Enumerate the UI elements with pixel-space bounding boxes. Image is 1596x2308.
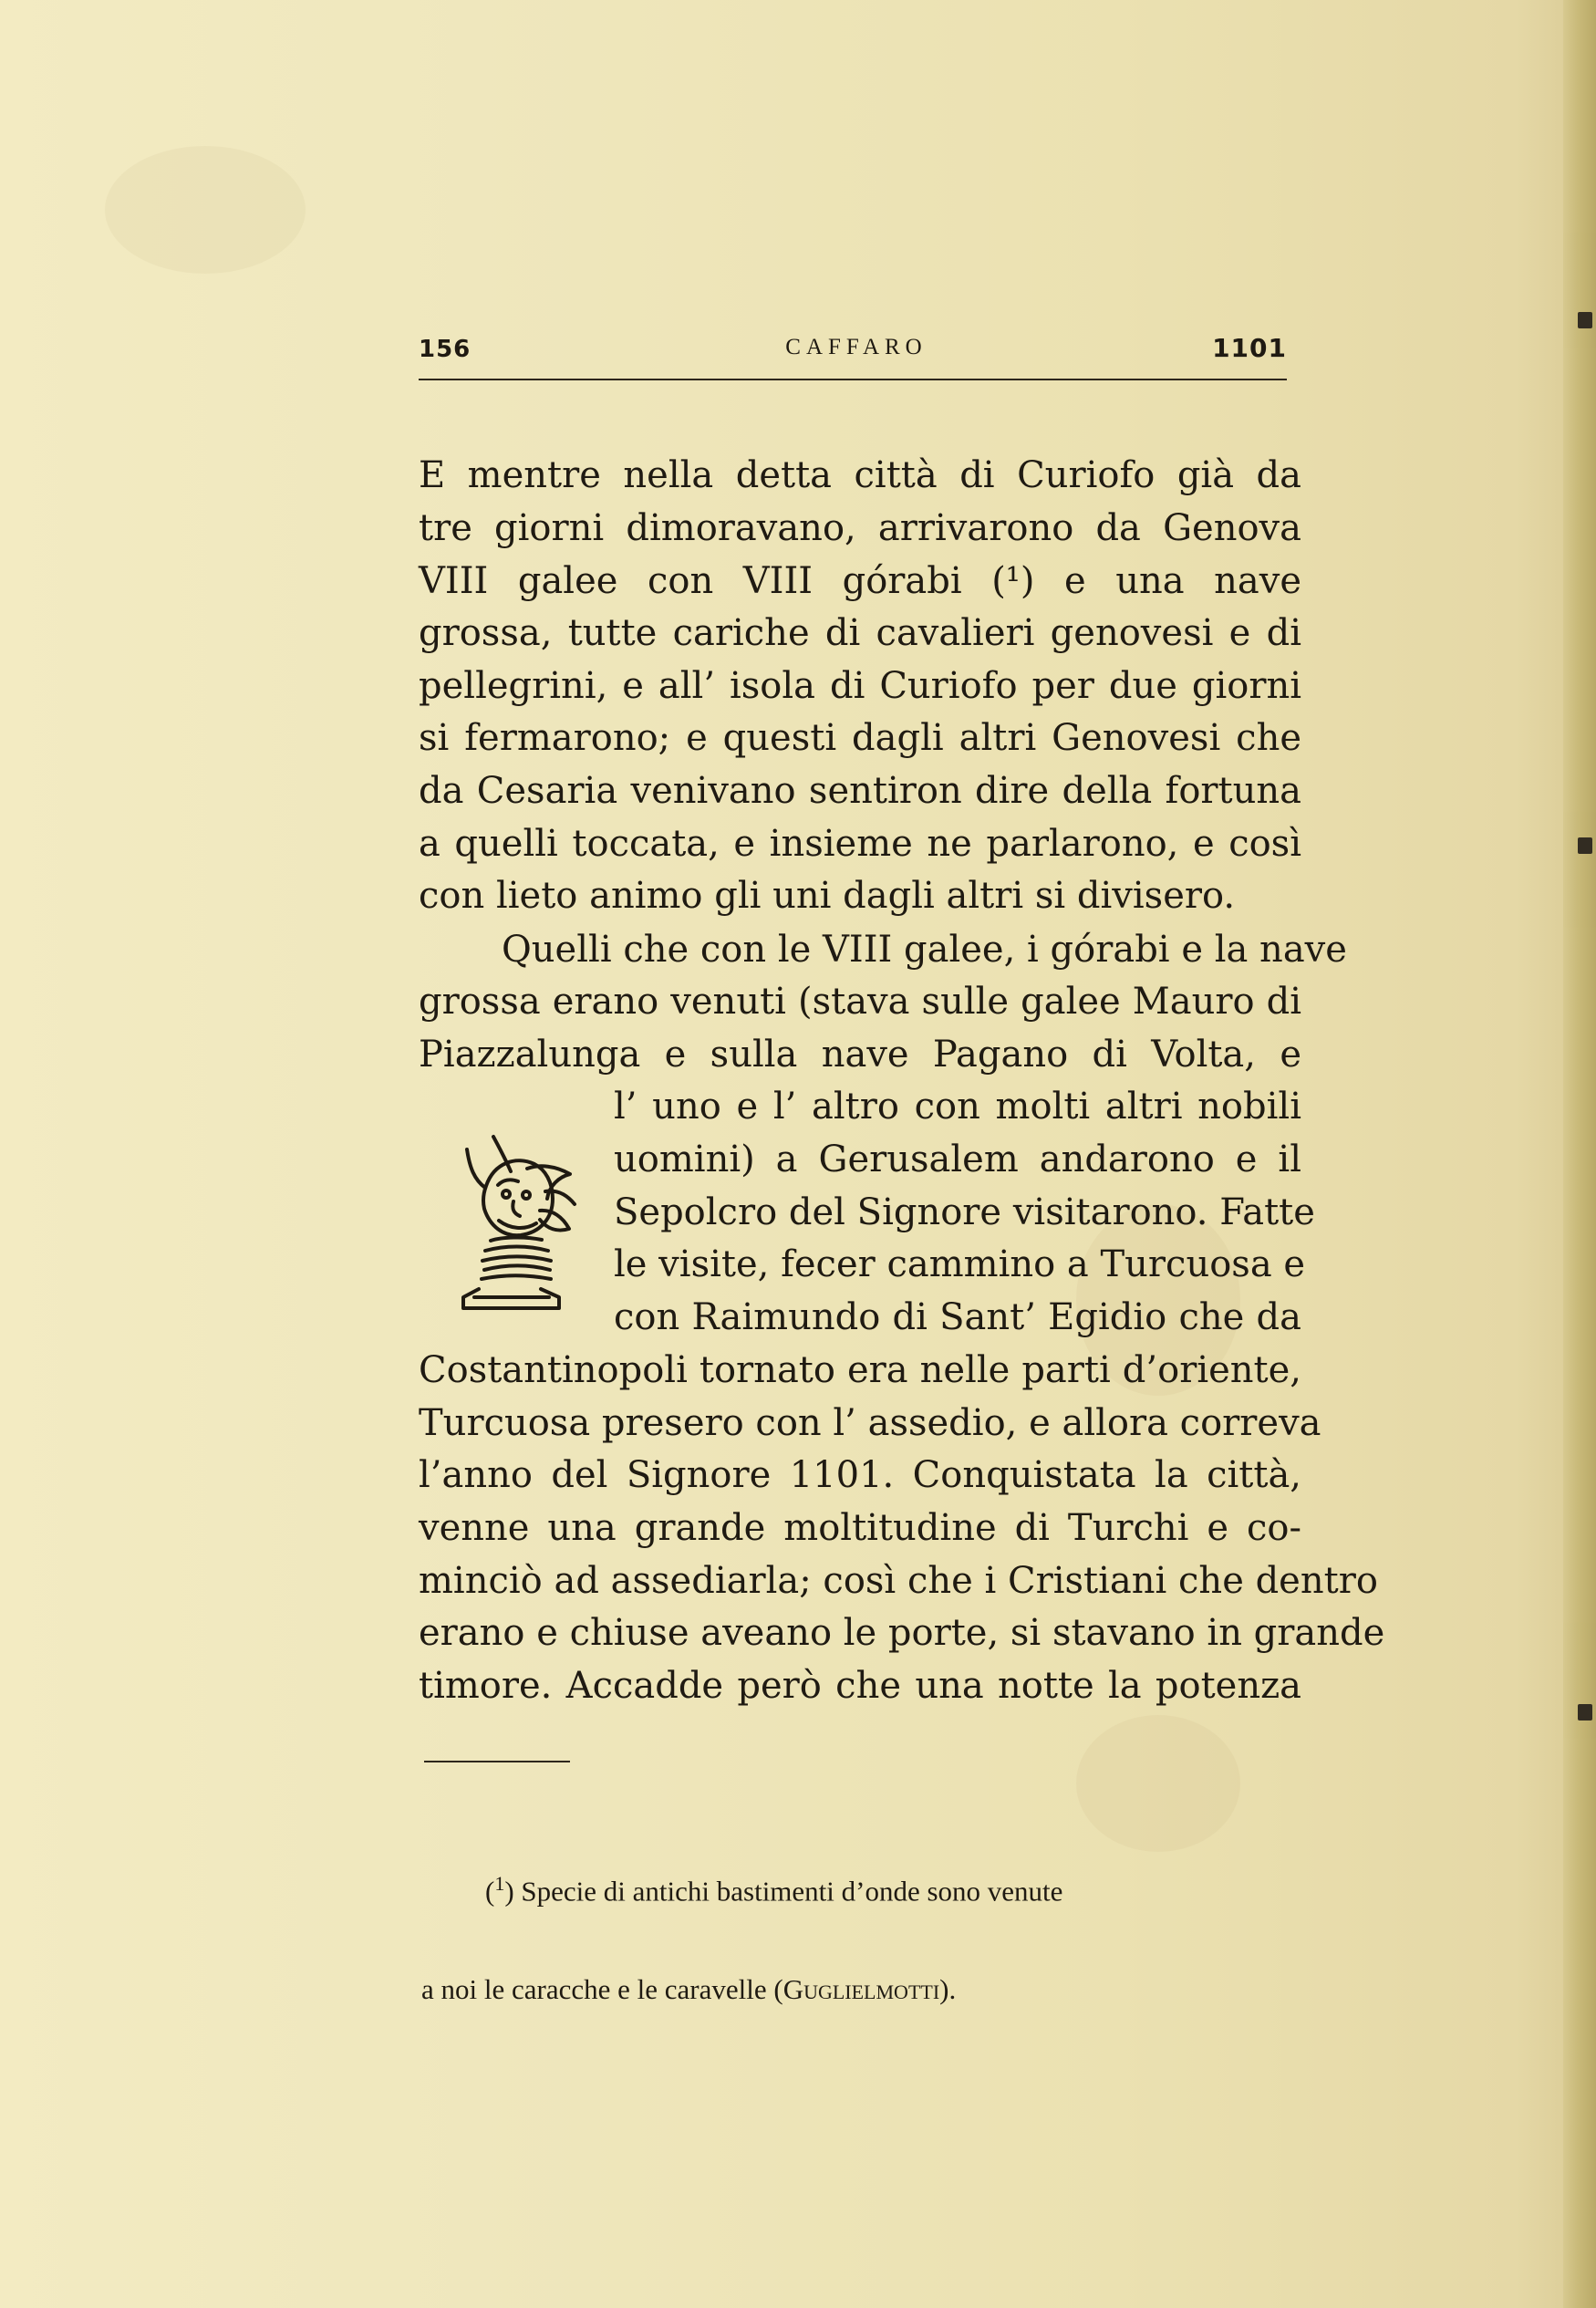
footnote-line bbox=[421, 1973, 1301, 2006]
edge-tab bbox=[1578, 312, 1592, 328]
body-line: timore. Accadde però che una notte la potenza bbox=[419, 1665, 1301, 1707]
page-number: 156 bbox=[419, 336, 472, 363]
paper-stain bbox=[105, 146, 306, 274]
body-line: grossa erano venuti (stava sulle galee Mauro di bbox=[419, 981, 1301, 1023]
body-line: minciò ad assediarla; così che i Cristiani che dentro bbox=[419, 1560, 1378, 1602]
body-line: pellegrini, e all’ isola di Curiofo per due giorni bbox=[419, 665, 1301, 707]
body-line: l’ uno e l’ altro con molti altri nobili bbox=[614, 1086, 1301, 1128]
body-line: Sepolcro del Signore visitarono. Fatte bbox=[614, 1191, 1315, 1233]
body-line: venne una grande moltitudine di Turchi e co- bbox=[419, 1507, 1301, 1549]
body-line: VIII galee con VIII górabi (¹) e una nave bbox=[419, 560, 1301, 602]
footnote-marker: 1 bbox=[494, 1872, 505, 1895]
footnote-text: Specie di antichi bastimenti d’onde sono venute bbox=[521, 1875, 1063, 1908]
footnote-citation: Guglielmotti bbox=[782, 1973, 940, 2006]
grotesque-head-icon bbox=[463, 1137, 575, 1308]
body-line: grossa, tutte cariche di cavalieri genovesi e di bbox=[419, 612, 1301, 654]
year-label: 1101 bbox=[1212, 333, 1287, 363]
footnote-line: ($^1$) Specie di antichi bastimenti d’onde sono venute bbox=[485, 1872, 1063, 1908]
body-line: Costantinopoli tornato era nelle parti d’oriente, bbox=[419, 1349, 1301, 1391]
body-line: si fermarono; e questi dagli altri Genovesi che bbox=[419, 717, 1301, 759]
footnote bbox=[421, 1802, 1301, 2072]
edge-tab bbox=[1578, 837, 1592, 854]
body-line: da Cesaria venivano sentiron dire della fortuna bbox=[419, 770, 1301, 812]
footnote-text: a noi le caracche e le caravelle ( bbox=[421, 1973, 783, 2006]
page-edge bbox=[1563, 0, 1596, 2308]
body-line: con lieto animo gli uni dagli altri si divisero. bbox=[419, 875, 1236, 917]
body-line: Quelli che con le VIII galee, i górabi e la nave bbox=[502, 929, 1347, 971]
page-header bbox=[419, 333, 1287, 377]
body-line: Piazzalunga e sulla nave Pagano di Volta, e bbox=[419, 1034, 1301, 1076]
edge-tab bbox=[1578, 1704, 1592, 1721]
body-line: Turcuosa presero con l’ assedio, e allora correva bbox=[419, 1402, 1321, 1444]
body-line: erano e chiuse aveano le porte, si stavano in grande bbox=[419, 1612, 1385, 1654]
body-line: tre giorni dimoravano, arrivarono da Genova bbox=[419, 507, 1301, 549]
body-line: E mentre nella detta città di Curiofo già da bbox=[419, 454, 1301, 496]
footnote-text: ). bbox=[939, 1973, 957, 2006]
body-line: a quelli toccata, e insieme ne parlarono, e così bbox=[419, 823, 1301, 865]
body-line: l’anno del Signore 1101. Conquistata la città, bbox=[419, 1454, 1301, 1496]
footnote-rule bbox=[424, 1761, 570, 1762]
header-rule bbox=[419, 379, 1287, 380]
decorated-initial-illustration bbox=[438, 1118, 602, 1312]
running-title: CAFFARO bbox=[785, 335, 928, 359]
body-line: le visite, fecer cammino a Turcuosa e bbox=[614, 1243, 1306, 1285]
body-line: con Raimundo di Sant’ Egidio che da bbox=[614, 1296, 1301, 1338]
body-line: uomini) a Gerusalem andarono e il bbox=[614, 1138, 1301, 1180]
